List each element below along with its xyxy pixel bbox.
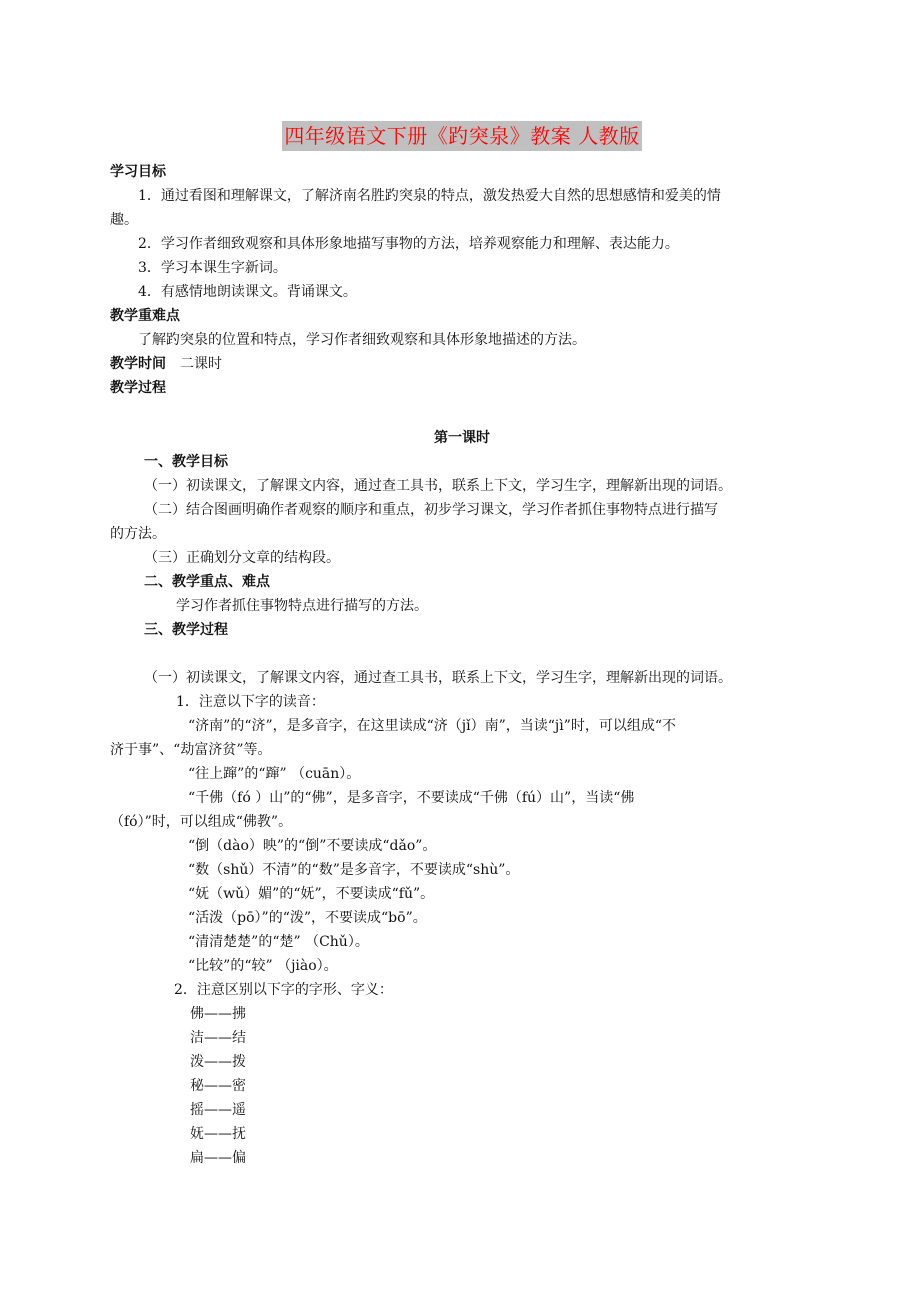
objective-item: 1．通过看图和理解课文，了解济南名胜趵突泉的特点，激发热爱大自然的思想感情和爱美的情: [138, 188, 721, 204]
pronunciation-line: “往上蹿”的“蹿” （cuān）。: [188, 766, 361, 782]
section3-heading: 三、教学过程: [144, 622, 228, 638]
section2-text: 学习作者抓住事物特点进行描写的方法。: [176, 598, 428, 614]
title-container: [110, 121, 814, 151]
lesson1-heading: 第一课时: [434, 430, 490, 446]
document-title: 四年级语文下册《趵突泉》教案 人教版: [282, 121, 641, 151]
pronunciation-line: “数（shǔ）不清”的“数”是多音字，不要读成“shù”。: [188, 862, 520, 878]
character-pair: 摇——遥: [190, 1102, 246, 1118]
pronunciation-line: “清清楚楚”的“楚” （Chǔ）。: [188, 934, 369, 950]
pronunciation-line: “千佛（fó ）山”的“佛”，是多音字，不要读成“千佛（fú）山”，当读“佛: [188, 790, 635, 806]
section1-heading: 一、教学目标: [144, 454, 228, 470]
pronunciation-line: “倒（dào）映”的“倒”不要读成“dǎo”。: [188, 838, 437, 854]
section1-item-continuation: 的方法。: [110, 526, 166, 542]
pronunciation-line: “妩（wǔ）媚”的“妩”，不要读成“fǔ”。: [188, 886, 435, 902]
section1-item: （二）结合图画明确作者观察的顺序和重点，初步学习课文，学习作者抓住事物特点进行描写: [144, 502, 718, 518]
pronunciation-line: “比较”的“较” （jiào）。: [188, 958, 338, 974]
process-heading: 教学过程: [110, 380, 166, 396]
characters-heading: 2．注意区别以下字的字形、字义：: [174, 982, 393, 998]
teaching-time-heading: 教学时间: [110, 356, 166, 372]
pronunciation-line: “济南”的“济”，是多音字，在这里读成“济（jǐ）南”，当读“jì”时，可以组成“不: [188, 718, 677, 734]
key-points-heading: 教学重难点: [110, 308, 180, 324]
objective-item: 4．有感情地朗读课文。背诵课文。: [138, 284, 357, 300]
section1-item: （一）初读课文，了解课文内容，通过查工具书，联系上下文，学习生字，理解新出现的词语。: [144, 478, 732, 494]
objective-item: 2．学习作者细致观察和具体形象地描写事物的方法，培养观察能力和理解、表达能力。: [138, 236, 679, 252]
objectives-heading: 学习目标: [110, 164, 166, 180]
section3-step1-title: （一）初读课文，了解课文内容，通过查工具书，联系上下文，学习生字，理解新出现的词语。: [144, 670, 732, 686]
character-pair: 佛——拂: [190, 1006, 246, 1022]
character-pair: 妩——抚: [190, 1126, 246, 1142]
pronunciation-line-continuation: 济于事”、“劫富济贫”等。: [110, 742, 272, 758]
section2-heading: 二、教学重点、难点: [144, 574, 270, 590]
pronunciation-heading: 1．注意以下字的读音：: [176, 694, 325, 710]
pronunciation-line: “活泼（pō）”的“泼”，不要读成“bō”。: [188, 910, 427, 926]
objective-item-continuation: 趣。: [110, 212, 138, 228]
section1-item: （三）正确划分文章的结构段。: [144, 550, 340, 566]
character-pair: 洁——结: [190, 1030, 246, 1046]
teaching-time-row: [110, 352, 814, 376]
objective-item: 3．学习本课生字新词。: [138, 260, 287, 276]
pronunciation-line-continuation: （fó）”时，可以组成“佛教”。: [110, 814, 293, 830]
character-pair: 泼——拨: [190, 1054, 246, 1070]
character-pair: 秘——密: [190, 1078, 246, 1094]
teaching-time-value: 二课时: [180, 356, 222, 372]
key-points-text: 了解趵突泉的位置和特点，学习作者细致观察和具体形象地描述的方法。: [138, 332, 586, 348]
character-pair: 扁——偏: [190, 1150, 246, 1166]
